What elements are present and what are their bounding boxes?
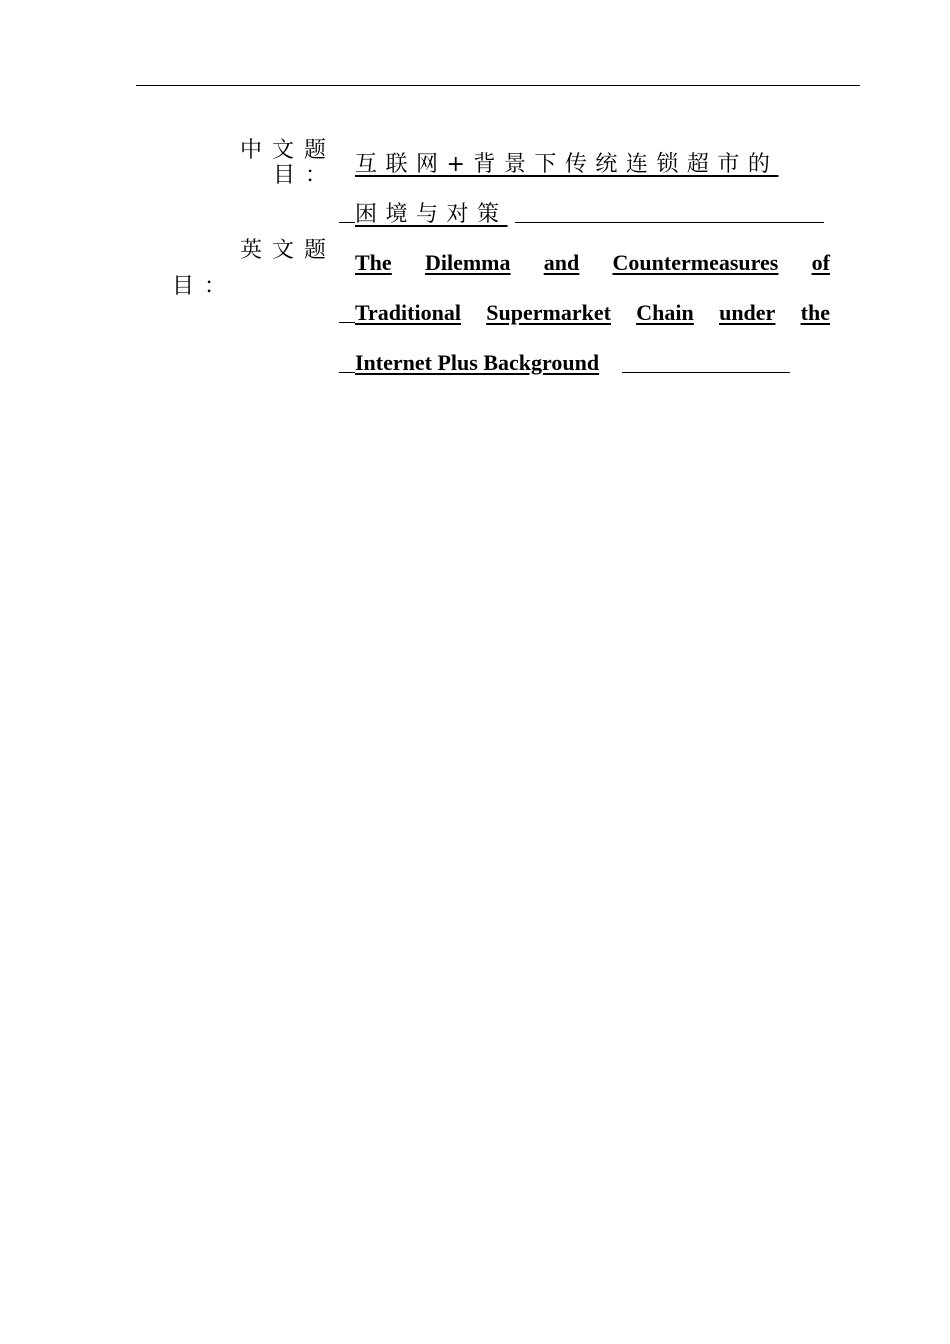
cn-title-line-2: 困境与对策 xyxy=(355,202,508,227)
en-title-word: of xyxy=(811,250,830,275)
en-title-word: Countermeasures xyxy=(612,250,779,275)
en-title-word: Supermarket xyxy=(486,300,611,325)
en-title-underline-lead-3 xyxy=(339,372,355,373)
en-title-word: Dilemma xyxy=(424,250,511,275)
en-title-word: under xyxy=(719,300,776,325)
en-title-word: Chain xyxy=(636,300,694,325)
en-title-word: The xyxy=(355,250,392,275)
en-title-word: and xyxy=(543,250,580,275)
cn-title-line-1: 互联网+背景下传统连锁超市的 xyxy=(355,152,779,177)
header-rule xyxy=(136,85,860,86)
en-title-line-1 xyxy=(355,250,830,276)
en-title-label: 英文题 xyxy=(240,238,337,263)
en-title-line-3: Internet Plus Background xyxy=(355,350,600,375)
cn-title-label: 中文题 xyxy=(240,138,337,163)
en-title-word: Traditional xyxy=(355,300,461,325)
en-title-label-cont: 目： xyxy=(172,274,237,299)
en-title-word: the xyxy=(800,300,830,325)
cn-title-label-cont: 目： xyxy=(273,163,338,188)
en-title-underline-lead-2 xyxy=(339,322,355,323)
en-title-line-2 xyxy=(355,300,830,326)
en-title-underline-tail-3 xyxy=(622,372,790,373)
cn-title-underline-tail xyxy=(515,222,824,223)
cn-title-underline-lead xyxy=(339,222,355,223)
